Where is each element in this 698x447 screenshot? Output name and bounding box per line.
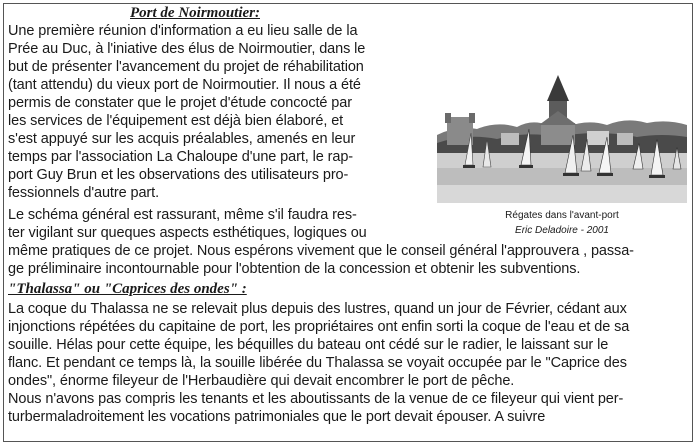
paragraph-line: turbermaladroitement les vocations patrimoniales que le port devait épouser. A suivre [8,409,546,425]
paragraph-line: ge préliminaire incontournable pour l'obtention de la concession et obtenir les subventions. [8,261,581,277]
regatta-photo-illustration [437,73,687,203]
paragraph-line: Une première réunion d'information a eu lieu salle de la [8,23,358,39]
photo-caption: Régates dans l'avant-port [505,210,619,221]
paragraph-line: les services de l'équipement est déjà bien élaboré, et [8,113,344,129]
paragraph-line: Le schéma général est rassurant, même s'il faudra res- [8,207,357,223]
paragraph-line: temps par l'association La Chaloupe d'une part, le rap- [8,149,354,165]
photo-credit: Eric Deladoire - 2001 [515,225,609,236]
paragraph-line: même pratiques de ce projet. Nous espérons vivement que le conseil général l'approuvera , passa- [8,243,634,259]
paragraph-line: Prée au Duc, à l'iniative des élus de Noirmoutier, dans le [8,41,366,57]
paragraph-line: (tant attendu) du vieux port de Noirmoutier. Il nous a été [8,77,361,93]
paragraph-line: injonctions répétées du capitaine de port, les propriétaires ont enfin sorti la coque de l'eau et de sa [8,319,630,335]
paragraph-line: ter vigilant sur queques aspects esthétiques, logiques ou [8,225,367,241]
paragraph-line: souille. Hélas pour cette équipe, les béquilles du bateau ont cédé sur le radier, le laissant sur le [8,337,609,353]
paragraph-line: port Guy Brun et les observations des utilisateurs pro- [8,167,349,183]
paragraph-line: Nous n'avons pas compris les tenants et les aboutissants de la venue de ce fileyeur qui vient per- [8,391,624,407]
paragraph-line: fessionnels d'autre part. [8,185,159,201]
section-title-thalassa: "Thalassa" ou "Caprices des ondes" : [8,281,247,297]
paragraph-line: s'est appuyé sur les acquis préalables, amenés en leur [8,131,356,147]
paragraph-line: but de présenter l'avancement du projet de réhabilitation [8,59,364,75]
paragraph-line: La coque du Thalassa ne se relevait plus depuis des lustres, quand un jour de Février, cédant aux [8,301,627,317]
paragraph-line: flanc. Et pendant ce temps là, la souille libérée du Thalassa se voyait occupée par le "Caprice des [8,355,627,371]
paragraph-line: ondes", énorme fileyeur de l'Herbaudière qui devait encombrer le port de pêche. [8,373,515,389]
paragraph-line: permis de constater que le projet d'étude concocté par [8,95,352,111]
regatta-photo [437,73,687,203]
section-title-port: Port de Noirmoutier: [130,5,260,21]
